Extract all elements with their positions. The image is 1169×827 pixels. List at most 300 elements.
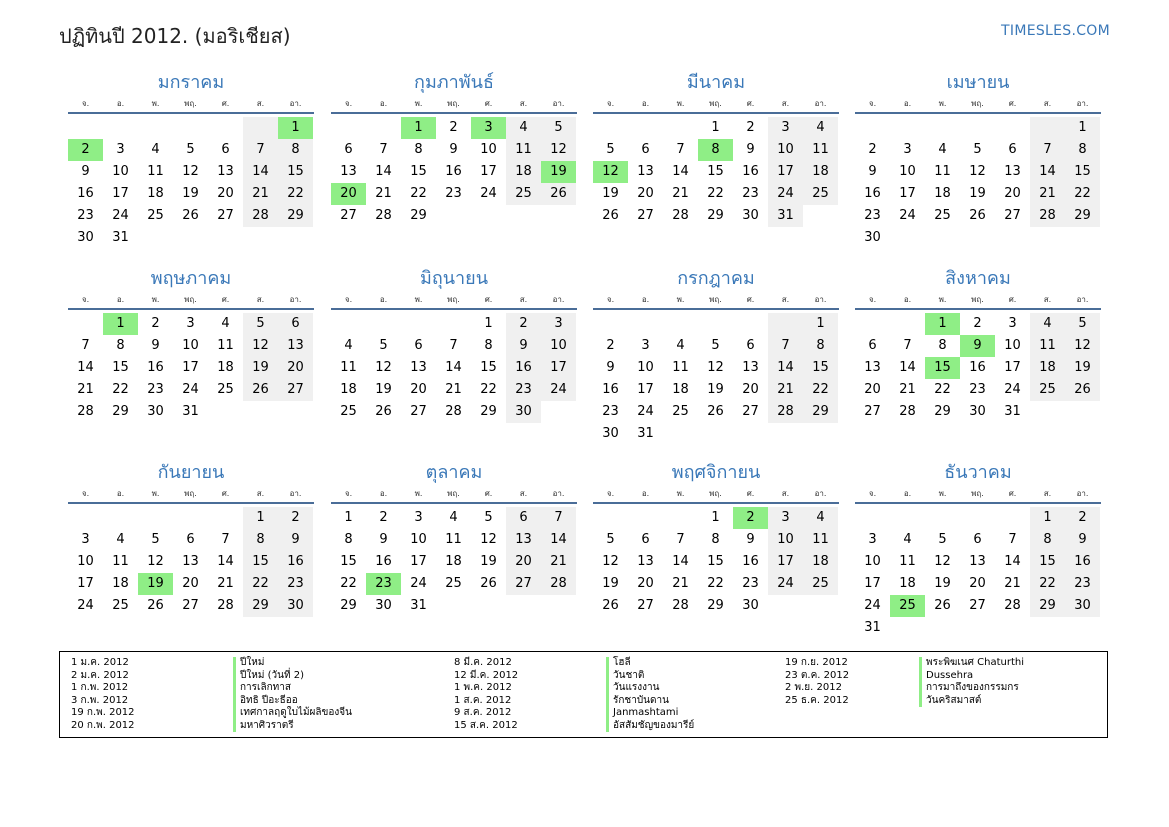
- day-cell[interactable]: 9: [506, 335, 541, 357]
- day-cell[interactable]: 7: [541, 507, 576, 529]
- day-cell[interactable]: 25: [112, 598, 129, 613]
- day-cell[interactable]: 6: [186, 532, 195, 547]
- day-cell[interactable]: 14: [1004, 554, 1021, 569]
- day-cell[interactable]: 25: [506, 183, 541, 205]
- day-cell[interactable]: 20: [637, 186, 654, 201]
- day-cell[interactable]: 27: [637, 208, 654, 223]
- day-cell[interactable]: 4: [676, 338, 685, 353]
- day-cell[interactable]: 5: [1065, 313, 1100, 335]
- day-cell[interactable]: 16: [445, 164, 462, 179]
- day-cell[interactable]: 29: [278, 205, 313, 227]
- day-cell[interactable]: 6: [746, 338, 755, 353]
- day-cell[interactable]: 20: [969, 576, 986, 591]
- day-cell[interactable]: 19: [480, 554, 497, 569]
- day-cell[interactable]: 18: [1030, 357, 1065, 379]
- day-cell[interactable]: 10: [541, 335, 576, 357]
- day-cell[interactable]: 9: [960, 335, 995, 357]
- day-cell[interactable]: 25: [803, 573, 838, 595]
- day-cell[interactable]: 16: [969, 360, 986, 375]
- day-cell[interactable]: 16: [742, 164, 759, 179]
- day-cell[interactable]: 12: [541, 139, 576, 161]
- day-cell[interactable]: 28: [445, 404, 462, 419]
- day-cell[interactable]: 24: [112, 208, 129, 223]
- day-cell[interactable]: 14: [672, 164, 689, 179]
- day-cell[interactable]: 13: [410, 360, 427, 375]
- day-cell[interactable]: 11: [899, 554, 916, 569]
- day-cell[interactable]: 15: [112, 360, 129, 375]
- day-cell[interactable]: 1: [344, 510, 353, 525]
- day-cell[interactable]: 20: [506, 551, 541, 573]
- day-cell[interactable]: 10: [899, 164, 916, 179]
- day-cell[interactable]: 3: [116, 142, 125, 157]
- day-cell[interactable]: 3: [868, 532, 877, 547]
- day-cell[interactable]: 3: [903, 142, 912, 157]
- day-cell[interactable]: 23: [278, 573, 313, 595]
- day-cell[interactable]: 19: [1065, 357, 1100, 379]
- day-cell[interactable]: 21: [77, 382, 94, 397]
- day-cell[interactable]: 10: [768, 529, 803, 551]
- day-cell[interactable]: 18: [803, 161, 838, 183]
- day-cell[interactable]: 27: [410, 404, 427, 419]
- day-cell[interactable]: 8: [1065, 139, 1100, 161]
- day-cell[interactable]: 2: [278, 507, 313, 529]
- day-cell[interactable]: 17: [768, 551, 803, 573]
- day-cell[interactable]: 5: [484, 510, 493, 525]
- day-cell[interactable]: 7: [1030, 139, 1065, 161]
- day-cell[interactable]: 3: [1008, 316, 1017, 331]
- day-cell[interactable]: 8: [116, 338, 125, 353]
- day-cell[interactable]: 17: [768, 161, 803, 183]
- day-cell[interactable]: 6: [1008, 142, 1017, 157]
- day-cell[interactable]: 12: [593, 161, 628, 183]
- day-cell[interactable]: 12: [182, 164, 199, 179]
- day-cell[interactable]: 18: [340, 382, 357, 397]
- day-cell[interactable]: 10: [182, 338, 199, 353]
- day-cell[interactable]: 12: [1065, 335, 1100, 357]
- day-cell[interactable]: 19: [138, 573, 173, 595]
- day-cell[interactable]: 19: [969, 186, 986, 201]
- day-cell[interactable]: 24: [410, 576, 427, 591]
- day-cell[interactable]: 21: [541, 551, 576, 573]
- day-cell[interactable]: 18: [934, 186, 951, 201]
- day-cell[interactable]: 25: [672, 404, 689, 419]
- day-cell[interactable]: 25: [340, 404, 357, 419]
- day-cell[interactable]: 20: [742, 382, 759, 397]
- day-cell[interactable]: 8: [938, 338, 947, 353]
- day-cell[interactable]: 26: [182, 208, 199, 223]
- day-cell[interactable]: 11: [340, 360, 357, 375]
- day-cell[interactable]: 31: [768, 205, 803, 227]
- day-cell[interactable]: 16: [864, 186, 881, 201]
- day-cell[interactable]: 11: [803, 529, 838, 551]
- day-cell[interactable]: 9: [449, 142, 458, 157]
- day-cell[interactable]: 6: [641, 142, 650, 157]
- day-cell[interactable]: 21: [672, 186, 689, 201]
- day-cell[interactable]: 7: [768, 335, 803, 357]
- day-cell[interactable]: 24: [768, 573, 803, 595]
- day-cell[interactable]: 30: [742, 208, 759, 223]
- day-cell[interactable]: 13: [217, 164, 234, 179]
- day-cell[interactable]: 2: [68, 139, 103, 161]
- day-cell[interactable]: 28: [541, 573, 576, 595]
- day-cell[interactable]: 2: [973, 316, 982, 331]
- day-cell[interactable]: 23: [1065, 573, 1100, 595]
- day-cell[interactable]: 18: [445, 554, 462, 569]
- day-cell[interactable]: 18: [217, 360, 234, 375]
- day-cell[interactable]: 27: [278, 379, 313, 401]
- day-cell[interactable]: 24: [1004, 382, 1021, 397]
- day-cell[interactable]: 21: [217, 576, 234, 591]
- day-cell[interactable]: 20: [637, 576, 654, 591]
- day-cell[interactable]: 20: [864, 382, 881, 397]
- day-cell[interactable]: 28: [375, 208, 392, 223]
- day-cell[interactable]: 20: [278, 357, 313, 379]
- day-cell[interactable]: 6: [641, 532, 650, 547]
- day-cell[interactable]: 2: [1065, 507, 1100, 529]
- day-cell[interactable]: 31: [182, 404, 199, 419]
- day-cell[interactable]: 4: [449, 510, 458, 525]
- day-cell[interactable]: 31: [112, 230, 129, 245]
- day-cell[interactable]: 9: [81, 164, 90, 179]
- day-cell[interactable]: 28: [672, 208, 689, 223]
- day-cell[interactable]: 4: [116, 532, 125, 547]
- day-cell[interactable]: 9: [746, 142, 755, 157]
- day-cell[interactable]: 17: [1004, 360, 1021, 375]
- day-cell[interactable]: 6: [868, 338, 877, 353]
- day-cell[interactable]: 13: [506, 529, 541, 551]
- day-cell[interactable]: 22: [112, 382, 129, 397]
- day-cell[interactable]: 13: [864, 360, 881, 375]
- day-cell[interactable]: 10: [112, 164, 129, 179]
- day-cell[interactable]: 10: [864, 554, 881, 569]
- day-cell[interactable]: 25: [147, 208, 164, 223]
- day-cell[interactable]: 21: [1030, 183, 1065, 205]
- day-cell[interactable]: 19: [243, 357, 278, 379]
- day-cell[interactable]: 31: [864, 620, 881, 635]
- day-cell[interactable]: 19: [375, 382, 392, 397]
- day-cell[interactable]: 22: [934, 382, 951, 397]
- day-cell[interactable]: 21: [1004, 576, 1021, 591]
- day-cell[interactable]: 13: [742, 360, 759, 375]
- day-cell[interactable]: 15: [707, 164, 724, 179]
- day-cell[interactable]: 8: [1030, 529, 1065, 551]
- day-cell[interactable]: 25: [803, 183, 838, 205]
- day-cell[interactable]: 28: [899, 404, 916, 419]
- day-cell[interactable]: 27: [506, 573, 541, 595]
- day-cell[interactable]: 26: [934, 598, 951, 613]
- day-cell[interactable]: 3: [768, 507, 803, 529]
- day-cell[interactable]: 24: [480, 186, 497, 201]
- day-cell[interactable]: 21: [375, 186, 392, 201]
- day-cell[interactable]: 20: [410, 382, 427, 397]
- day-cell[interactable]: 10: [1004, 338, 1021, 353]
- day-cell[interactable]: 19: [541, 161, 576, 183]
- day-cell[interactable]: 26: [147, 598, 164, 613]
- day-cell[interactable]: 20: [331, 183, 366, 205]
- day-cell[interactable]: 5: [606, 142, 615, 157]
- day-cell[interactable]: 13: [1004, 164, 1021, 179]
- day-cell[interactable]: 14: [541, 529, 576, 551]
- day-cell[interactable]: 1: [278, 117, 313, 139]
- day-cell[interactable]: 11: [934, 164, 951, 179]
- day-cell[interactable]: 22: [340, 576, 357, 591]
- day-cell[interactable]: 5: [973, 142, 982, 157]
- day-cell[interactable]: 27: [217, 208, 234, 223]
- day-cell[interactable]: 16: [147, 360, 164, 375]
- day-cell[interactable]: 22: [1030, 573, 1065, 595]
- day-cell[interactable]: 2: [379, 510, 388, 525]
- day-cell[interactable]: 6: [344, 142, 353, 157]
- day-cell[interactable]: 15: [480, 360, 497, 375]
- day-cell[interactable]: 16: [742, 554, 759, 569]
- day-cell[interactable]: 29: [340, 598, 357, 613]
- day-cell[interactable]: 14: [768, 357, 803, 379]
- day-cell[interactable]: 15: [707, 554, 724, 569]
- day-cell[interactable]: 1: [711, 120, 720, 135]
- day-cell[interactable]: 4: [803, 507, 838, 529]
- day-cell[interactable]: 28: [217, 598, 234, 613]
- day-cell[interactable]: 1: [401, 117, 436, 139]
- day-cell[interactable]: 26: [602, 598, 619, 613]
- day-cell[interactable]: 25: [217, 382, 234, 397]
- day-cell[interactable]: 23: [864, 208, 881, 223]
- day-cell[interactable]: 29: [480, 404, 497, 419]
- day-cell[interactable]: 3: [541, 313, 576, 335]
- day-cell[interactable]: 3: [768, 117, 803, 139]
- day-cell[interactable]: 30: [742, 598, 759, 613]
- day-cell[interactable]: 10: [410, 532, 427, 547]
- day-cell[interactable]: 16: [375, 554, 392, 569]
- day-cell[interactable]: 12: [243, 335, 278, 357]
- day-cell[interactable]: 6: [414, 338, 423, 353]
- day-cell[interactable]: 31: [637, 426, 654, 441]
- day-cell[interactable]: 2: [868, 142, 877, 157]
- day-cell[interactable]: 24: [182, 382, 199, 397]
- day-cell[interactable]: 6: [973, 532, 982, 547]
- day-cell[interactable]: 28: [77, 404, 94, 419]
- day-cell[interactable]: 14: [445, 360, 462, 375]
- day-cell[interactable]: 30: [77, 230, 94, 245]
- day-cell[interactable]: 7: [1008, 532, 1017, 547]
- day-cell[interactable]: 1: [103, 313, 138, 335]
- day-cell[interactable]: 19: [602, 186, 619, 201]
- day-cell[interactable]: 27: [182, 598, 199, 613]
- day-cell[interactable]: 20: [182, 576, 199, 591]
- day-cell[interactable]: 24: [899, 208, 916, 223]
- day-cell[interactable]: 30: [147, 404, 164, 419]
- day-cell[interactable]: 2: [733, 507, 768, 529]
- day-cell[interactable]: 11: [112, 554, 129, 569]
- day-cell[interactable]: 16: [77, 186, 94, 201]
- day-cell[interactable]: 14: [77, 360, 94, 375]
- day-cell[interactable]: 29: [410, 208, 427, 223]
- day-cell[interactable]: 23: [602, 404, 619, 419]
- day-cell[interactable]: 26: [1065, 379, 1100, 401]
- day-cell[interactable]: 2: [606, 338, 615, 353]
- day-cell[interactable]: 13: [182, 554, 199, 569]
- day-cell[interactable]: 31: [410, 598, 427, 613]
- day-cell[interactable]: 27: [1004, 208, 1021, 223]
- day-cell[interactable]: 30: [1065, 595, 1100, 617]
- day-cell[interactable]: 9: [746, 532, 755, 547]
- day-cell[interactable]: 2: [449, 120, 458, 135]
- day-cell[interactable]: 28: [1004, 598, 1021, 613]
- day-cell[interactable]: 18: [899, 576, 916, 591]
- day-cell[interactable]: 28: [1030, 205, 1065, 227]
- day-cell[interactable]: 16: [506, 357, 541, 379]
- day-cell[interactable]: 5: [186, 142, 195, 157]
- day-cell[interactable]: 9: [278, 529, 313, 551]
- day-cell[interactable]: 30: [375, 598, 392, 613]
- day-cell[interactable]: 22: [803, 379, 838, 401]
- day-cell[interactable]: 11: [506, 139, 541, 161]
- day-cell[interactable]: 24: [77, 598, 94, 613]
- day-cell[interactable]: 8: [414, 142, 423, 157]
- day-cell[interactable]: 18: [506, 161, 541, 183]
- day-cell[interactable]: 23: [969, 382, 986, 397]
- day-cell[interactable]: 19: [707, 382, 724, 397]
- day-cell[interactable]: 10: [768, 139, 803, 161]
- day-cell[interactable]: 4: [506, 117, 541, 139]
- day-cell[interactable]: 18: [147, 186, 164, 201]
- day-cell[interactable]: 16: [1065, 551, 1100, 573]
- day-cell[interactable]: 1: [243, 507, 278, 529]
- day-cell[interactable]: 23: [506, 379, 541, 401]
- day-cell[interactable]: 26: [541, 183, 576, 205]
- day-cell[interactable]: 4: [803, 117, 838, 139]
- day-cell[interactable]: 16: [278, 551, 313, 573]
- day-cell[interactable]: 31: [1004, 404, 1021, 419]
- day-cell[interactable]: 1: [484, 316, 493, 331]
- day-cell[interactable]: 12: [602, 554, 619, 569]
- day-cell[interactable]: 14: [375, 164, 392, 179]
- day-cell[interactable]: 12: [934, 554, 951, 569]
- day-cell[interactable]: 29: [1065, 205, 1100, 227]
- day-cell[interactable]: 19: [934, 576, 951, 591]
- day-cell[interactable]: 23: [366, 573, 401, 595]
- day-cell[interactable]: 26: [707, 404, 724, 419]
- day-cell[interactable]: 30: [602, 426, 619, 441]
- day-cell[interactable]: 22: [1065, 183, 1100, 205]
- day-cell[interactable]: 28: [768, 401, 803, 423]
- day-cell[interactable]: 14: [899, 360, 916, 375]
- day-cell[interactable]: 24: [541, 379, 576, 401]
- day-cell[interactable]: 8: [803, 335, 838, 357]
- day-cell[interactable]: 17: [480, 164, 497, 179]
- day-cell[interactable]: 12: [707, 360, 724, 375]
- day-cell[interactable]: 6: [506, 507, 541, 529]
- day-cell[interactable]: 4: [1030, 313, 1065, 335]
- day-cell[interactable]: 11: [147, 164, 164, 179]
- day-cell[interactable]: 15: [410, 164, 427, 179]
- day-cell[interactable]: 11: [217, 338, 234, 353]
- day-cell[interactable]: 23: [445, 186, 462, 201]
- day-cell[interactable]: 9: [151, 338, 160, 353]
- day-cell[interactable]: 3: [414, 510, 423, 525]
- day-cell[interactable]: 27: [742, 404, 759, 419]
- day-cell[interactable]: 25: [1030, 379, 1065, 401]
- day-cell[interactable]: 13: [340, 164, 357, 179]
- day-cell[interactable]: 14: [243, 161, 278, 183]
- day-cell[interactable]: 15: [1030, 551, 1065, 573]
- day-cell[interactable]: 28: [672, 598, 689, 613]
- day-cell[interactable]: 7: [243, 139, 278, 161]
- day-cell[interactable]: 13: [969, 554, 986, 569]
- day-cell[interactable]: 24: [637, 404, 654, 419]
- day-cell[interactable]: 8: [278, 139, 313, 161]
- day-cell[interactable]: 22: [707, 576, 724, 591]
- day-cell[interactable]: 23: [742, 576, 759, 591]
- day-cell[interactable]: 29: [243, 595, 278, 617]
- day-cell[interactable]: 17: [182, 360, 199, 375]
- day-cell[interactable]: 17: [899, 186, 916, 201]
- day-cell[interactable]: 23: [742, 186, 759, 201]
- day-cell[interactable]: 17: [77, 576, 94, 591]
- day-cell[interactable]: 12: [969, 164, 986, 179]
- day-cell[interactable]: 30: [864, 230, 881, 245]
- day-cell[interactable]: 4: [344, 338, 353, 353]
- day-cell[interactable]: 14: [217, 554, 234, 569]
- day-cell[interactable]: 13: [637, 164, 654, 179]
- day-cell[interactable]: 27: [340, 208, 357, 223]
- day-cell[interactable]: 17: [410, 554, 427, 569]
- day-cell[interactable]: 10: [77, 554, 94, 569]
- day-cell[interactable]: 15: [243, 551, 278, 573]
- day-cell[interactable]: 3: [81, 532, 90, 547]
- day-cell[interactable]: 24: [864, 598, 881, 613]
- day-cell[interactable]: 12: [147, 554, 164, 569]
- day-cell[interactable]: 28: [243, 205, 278, 227]
- day-cell[interactable]: 2: [746, 120, 755, 135]
- day-cell[interactable]: 8: [344, 532, 353, 547]
- day-cell[interactable]: 3: [186, 316, 195, 331]
- day-cell[interactable]: 25: [890, 595, 925, 617]
- day-cell[interactable]: 10: [637, 360, 654, 375]
- day-cell[interactable]: 1: [925, 313, 960, 335]
- day-cell[interactable]: 12: [375, 360, 392, 375]
- day-cell[interactable]: 13: [637, 554, 654, 569]
- day-cell[interactable]: 26: [602, 208, 619, 223]
- day-cell[interactable]: 21: [768, 379, 803, 401]
- day-cell[interactable]: 22: [480, 382, 497, 397]
- day-cell[interactable]: 8: [698, 139, 733, 161]
- day-cell[interactable]: 22: [243, 573, 278, 595]
- day-cell[interactable]: 13: [278, 335, 313, 357]
- day-cell[interactable]: 29: [1030, 595, 1065, 617]
- day-cell[interactable]: 24: [768, 183, 803, 205]
- day-cell[interactable]: 7: [379, 142, 388, 157]
- day-cell[interactable]: 4: [221, 316, 230, 331]
- day-cell[interactable]: 16: [602, 382, 619, 397]
- day-cell[interactable]: 5: [606, 532, 615, 547]
- day-cell[interactable]: 27: [637, 598, 654, 613]
- day-cell[interactable]: 6: [278, 313, 313, 335]
- day-cell[interactable]: 11: [803, 139, 838, 161]
- day-cell[interactable]: 17: [637, 382, 654, 397]
- day-cell[interactable]: 4: [938, 142, 947, 157]
- day-cell[interactable]: 22: [410, 186, 427, 201]
- day-cell[interactable]: 7: [903, 338, 912, 353]
- day-cell[interactable]: 1: [803, 313, 838, 335]
- day-cell[interactable]: 23: [147, 382, 164, 397]
- day-cell[interactable]: 4: [903, 532, 912, 547]
- day-cell[interactable]: 4: [151, 142, 160, 157]
- day-cell[interactable]: 29: [707, 598, 724, 613]
- day-cell[interactable]: 26: [969, 208, 986, 223]
- day-cell[interactable]: 7: [676, 142, 685, 157]
- day-cell[interactable]: 30: [506, 401, 541, 423]
- day-cell[interactable]: 7: [449, 338, 458, 353]
